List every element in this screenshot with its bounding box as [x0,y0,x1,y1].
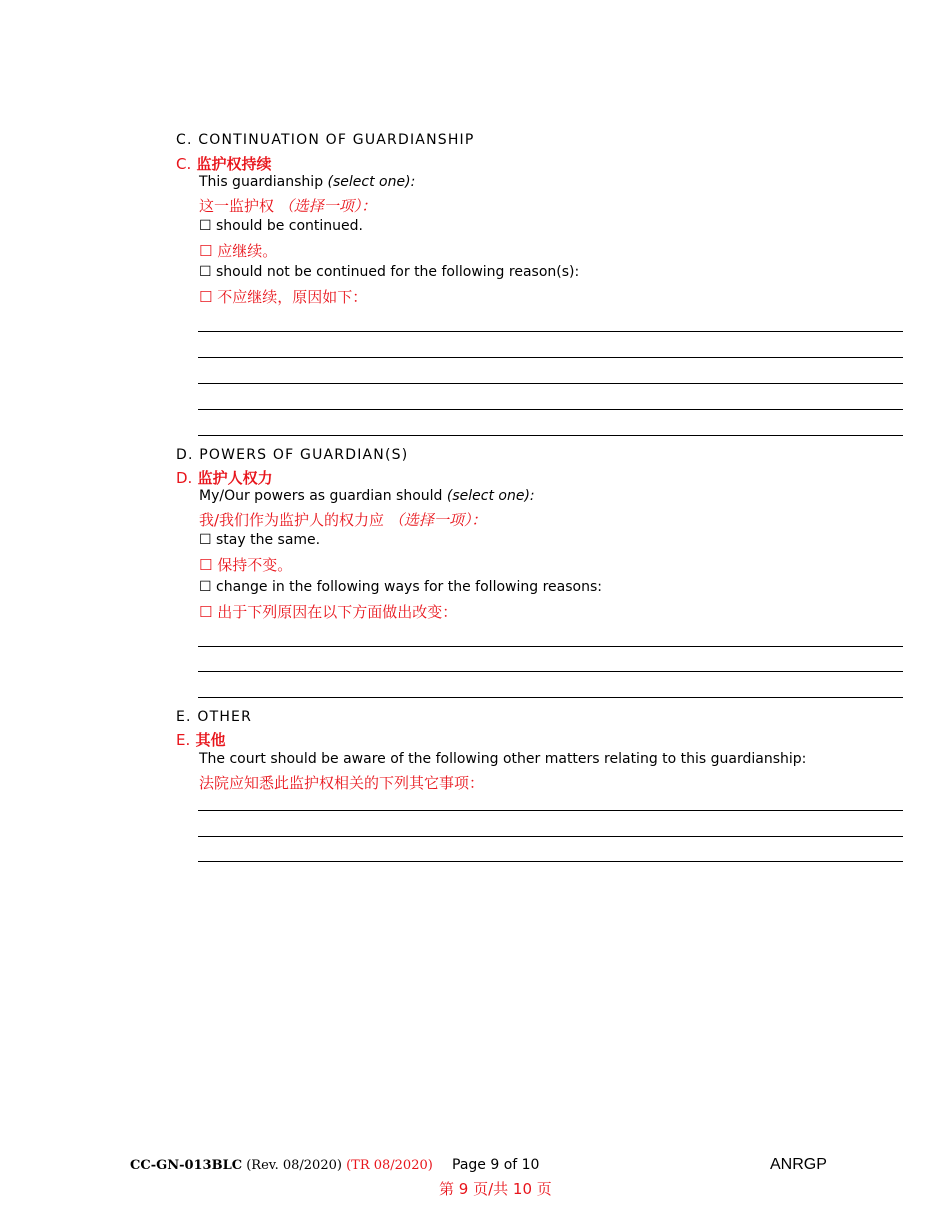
section-d-letter-zh: D. [176,469,193,487]
checkbox-change-zh: ☐ 出于下列原因在以下方面做出改变： [199,603,458,621]
footer-form-code [130,1158,433,1173]
page-number-zh: 第 9 页/共 10 页 [439,1180,552,1198]
section-c-prompt [199,174,415,190]
reason-line-4[interactable] [198,409,903,410]
change-line-2[interactable] [198,671,903,672]
other-line-1[interactable] [198,810,903,811]
checkbox-should-not-be-continued[interactable]: ☐ should not be continued for the following reason(s): [199,264,580,280]
footer-form-id: ANRGP [770,1156,827,1173]
section-c-heading-zh [176,153,272,174]
change-line-1[interactable] [198,646,903,647]
section-e-heading-zh [176,729,226,750]
section-d-title-zh: 监护人权力 [197,469,273,487]
page-number: Page 9 of 10 [452,1157,540,1173]
section-c-prompt-zh-select: （选择一项）： [278,197,377,215]
checkbox-stay-the-same-zh: ☐ 保持不变。 [199,556,293,574]
other-line-3[interactable] [198,861,903,862]
checkbox-change[interactable]: ☐ change in the following ways for the following reasons: [199,579,602,595]
section-c-heading: C. CONTINUATION OF GUARDIANSHIP [176,132,475,148]
section-c-title-zh: 监护权持续 [196,155,272,173]
section-d-heading: D. POWERS OF GUARDIAN(S) [176,447,409,463]
section-d-prompt-zh-text: 我/我们作为监护人的权力应 [199,511,385,529]
section-e-heading: E. OTHER [176,709,253,725]
change-line-3[interactable] [198,697,903,698]
form-translation-revision: (TR 08/2020) [346,1158,433,1173]
section-e-prompt: The court should be aware of the following other matters relating to this guardianship: [199,751,807,767]
checkbox-should-be-continued-zh: ☐ 应继续。 [199,242,278,260]
reason-line-5[interactable] [198,435,903,436]
section-c-prompt-zh [199,195,376,216]
section-e-title-zh: 其他 [195,731,226,749]
section-d-heading-zh [176,467,273,488]
section-c-prompt-zh-text: 这一监护权 [199,197,275,215]
section-d-prompt-select: (select one): [446,488,535,504]
section-d-prompt-zh [199,509,486,530]
checkbox-should-not-be-continued-zh: ☐ 不应继续，原因如下： [199,288,368,306]
reason-line-1[interactable] [198,331,903,332]
form-code: CC-GN-013BLC [130,1158,243,1173]
checkbox-should-be-continued[interactable]: ☐ should be continued. [199,218,363,234]
reason-line-3[interactable] [198,383,903,384]
other-line-2[interactable] [198,836,903,837]
checkbox-stay-the-same[interactable]: ☐ stay the same. [199,532,321,548]
form-revision: (Rev. 08/2020) [246,1158,342,1173]
section-d-prompt-zh-select: （选择一项）： [388,511,487,529]
section-c-letter-zh: C. [176,155,192,173]
section-c-prompt-text: This guardianship [199,174,324,190]
section-d-prompt [199,488,535,504]
section-e-prompt-zh: 法院应知悉此监护权相关的下列其它事项： [199,774,485,792]
reason-line-2[interactable] [198,357,903,358]
section-c-prompt-select: (select one): [327,174,416,190]
section-e-letter-zh: E. [176,731,191,749]
section-d-prompt-text: My/Our powers as guardian should [199,488,443,504]
